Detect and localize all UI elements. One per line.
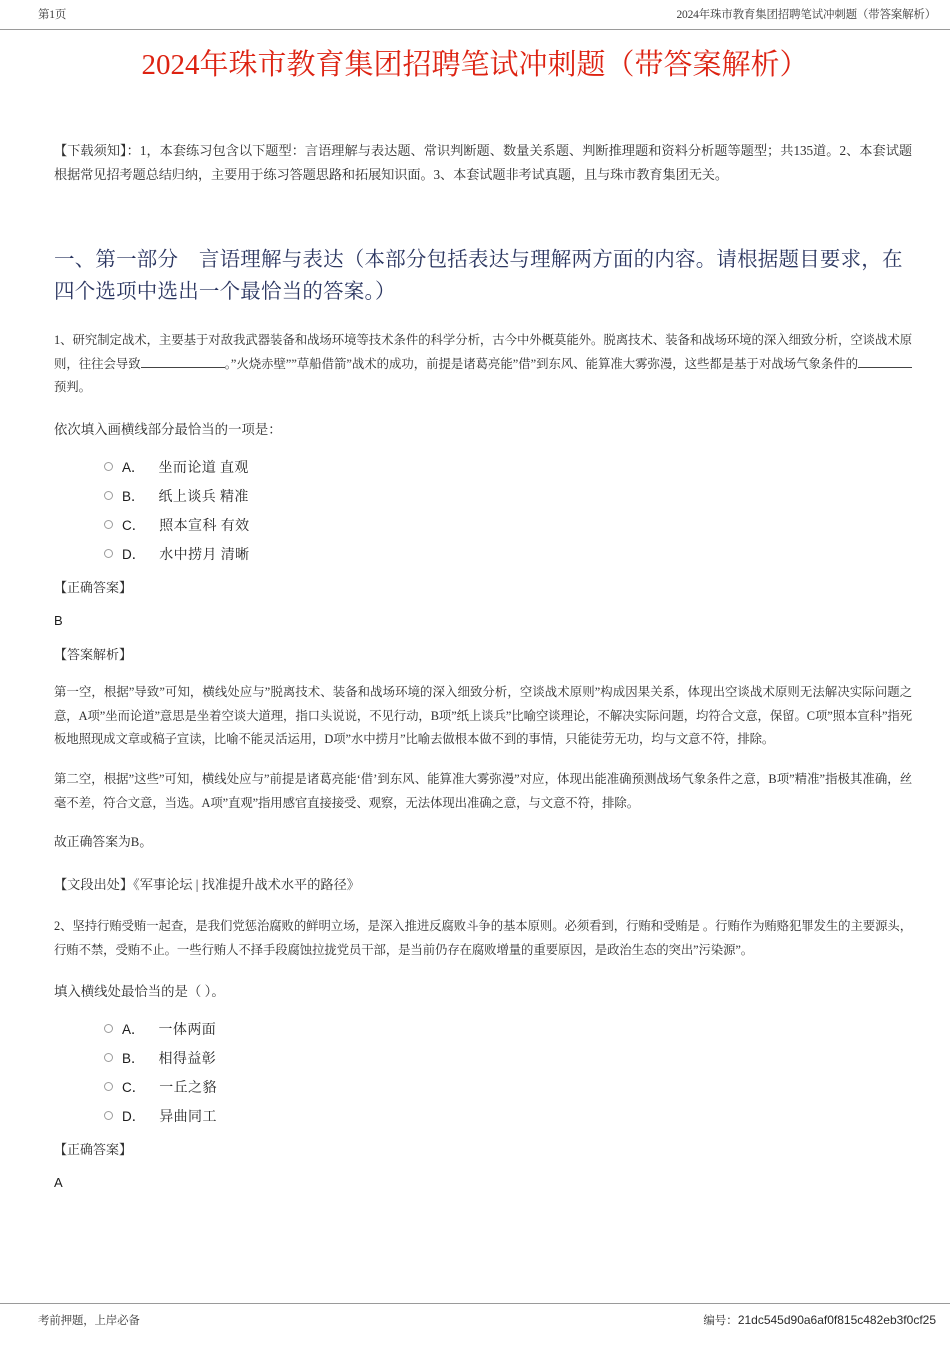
option-letter: D． [122,546,146,562]
page-title: 2024年珠市教育集团招聘笔试冲刺题（带答案解析） [141,49,809,81]
question-1-analysis-paragraph-1: 第一空，根据”导致”可知，横线处应与”脱离技术、装备和战场环境的深入细致分析，空谈战术原则”构成因果关系，体现出空谈战术原则无法解决实际问题之意，A项”坐而论道”意思是坐着空谈大道理，指口头说说，不见行动，B项”纸上谈兵”比喻空谈理论，不解决实际问题，均符合文意，保留。C项”照本宣科”指死板地照现成文章或稿子宣读，比喻不能灵活运用，D项”水中捞月”比喻去做根本做不到的事情，只能徒劳无功，均与文意不符，排除。 [54,684,912,747]
radio-button-icon[interactable] [104,1111,113,1120]
question-1-options [54,456,912,564]
page-footer [0,1303,950,1345]
radio-button-icon[interactable] [104,462,113,471]
option-text: 水中捞月 清晰 [159,547,250,563]
question-block-1 [54,329,912,895]
footer-slogan: 考前押题，上岸必备 [38,1315,140,1327]
footer-id-value: 21dc545d90a6af0f815c482eb3f0cf25 [737,1313,936,1327]
source-title: 《军事论坛 | 找准提升战术水平的路径》 [133,876,360,892]
option-letter: D． [122,1109,146,1125]
option-letter: B． [122,488,145,504]
radio-button-icon[interactable] [104,491,113,500]
section-heading-part-one: 一、第一部分 言语理解与表达（本部分包括表达与理解两方面的内容。请根据题目要求，在四个选项中选出一个最恰当的答案。） [54,249,903,304]
page-number-label: 第1页 [38,9,67,21]
source-label: 【文段出处】 [54,876,134,892]
question-1-stem-part3: 预判。 [54,380,91,395]
question-2-correct-answer-label: 【正确答案】 [54,1142,133,1158]
option-text: 纸上谈兵 精准 [158,489,249,505]
question-1-stem [54,329,912,400]
question-2-option-b[interactable] [104,1047,912,1068]
radio-button-icon[interactable] [104,520,113,529]
question-2-prompt: 填入横线处最恰当的是（ ）。 [54,984,225,1000]
question-1-blank-1 [141,367,225,368]
option-text: 相得益彰 [158,1052,217,1068]
question-1-correct-answer-label: 【正确答案】 [54,579,133,595]
header-document-title: 2024年珠市教育集团招聘笔试冲刺题（带答案解析） [676,9,936,21]
question-1-stem-part1: 1、研究制定战术，主要基于对敌我武器装备和战场环境等技术条件的科学分析，古今中外概莫能外。脱离技术、装备和战场环境的深入细致分析，空谈战术原则，往往会导致 [54,332,912,371]
question-2-option-a[interactable] [104,1018,912,1039]
question-1-option-b[interactable] [104,485,912,506]
question-1-option-a[interactable] [104,456,912,477]
question-1-stem-part2: 。”火烧赤壁””草船借箭”战术的成功，前提是诸葛亮能”借”到东风、能算准大雾弥漫，这些都是基于对战场气象条件的 [224,356,858,371]
radio-button-icon[interactable] [104,549,113,558]
question-1-correct-answer-value: B [54,613,63,629]
question-1-blank-2 [858,367,912,368]
question-1-source [54,874,912,895]
radio-button-icon[interactable] [104,1024,113,1033]
option-letter: C． [122,517,146,533]
option-text: 坐而论道 直观 [158,460,249,476]
question-1-analysis-conclusion: 故正确答案为B。 [54,834,153,849]
question-2-option-d[interactable] [104,1105,912,1126]
question-2-option-c[interactable] [104,1076,912,1097]
option-letter: C． [122,1080,146,1096]
footer-document-id [703,1312,936,1328]
option-letter: A． [122,459,145,475]
question-2-stem: 2、坚持行贿受贿一起查，是我们党惩治腐败的鲜明立场，是深入推进反腐败斗争的基本原则。必须看到，行贿和受贿是 。行贿作为贿赂犯罪发生的主要源头，行贿不禁，受贿不止。一些行贿人不择手段腐蚀拉拢党员干部，是当前仍存在腐败增量的重要原因，是政治生态的突出”污染源”。 [54,918,912,957]
question-1-analysis-label: 【答案解析】 [54,646,133,662]
download-notice: 【下载须知】：1，本套练习包含以下题型：言语理解与表达题、常识判断题、数量关系题、判断推理题和资料分析题等题型；共135道。2、本套试题根据常见招考题总结归纳，主要用于练习答题思路和拓展知识面。3、本套试题非考试真题，且与珠市教育集团无关。 [54,143,912,182]
option-letter: B． [122,1051,145,1067]
question-1-option-c[interactable] [104,514,912,535]
option-text: 异曲同工 [159,1110,217,1126]
page-header [0,0,950,30]
question-1-analysis-paragraph-2: 第二空，根据”这些”可知，横线处应与”前提是诸葛亮能‘借’到东风、能算准大雾弥漫”对应，体现出能准确预测战场气象条件之意，B项”精准”指极其准确，丝毫不差，符合文意，当选。A项”直观”指用感官直接接受、观察，无法体现出准确之意，与文意不符，排除。 [54,772,912,810]
radio-button-icon[interactable] [104,1082,113,1091]
question-1-option-d[interactable] [104,543,912,564]
question-1-prompt: 依次填入画横线部分最恰当的一项是： [54,422,282,438]
question-block-2 [54,915,912,1193]
question-2-options [54,1018,912,1126]
footer-id-label: 编号： [703,1315,738,1327]
document-content [0,139,950,1193]
radio-button-icon[interactable] [104,1053,113,1062]
question-2-correct-answer-value: A [54,1175,63,1191]
option-text: 一体两面 [158,1023,217,1039]
option-text: 一丘之貉 [159,1081,217,1097]
option-text: 照本宣科 有效 [159,518,250,534]
document-body [0,30,950,1206]
option-letter: A． [122,1022,145,1038]
